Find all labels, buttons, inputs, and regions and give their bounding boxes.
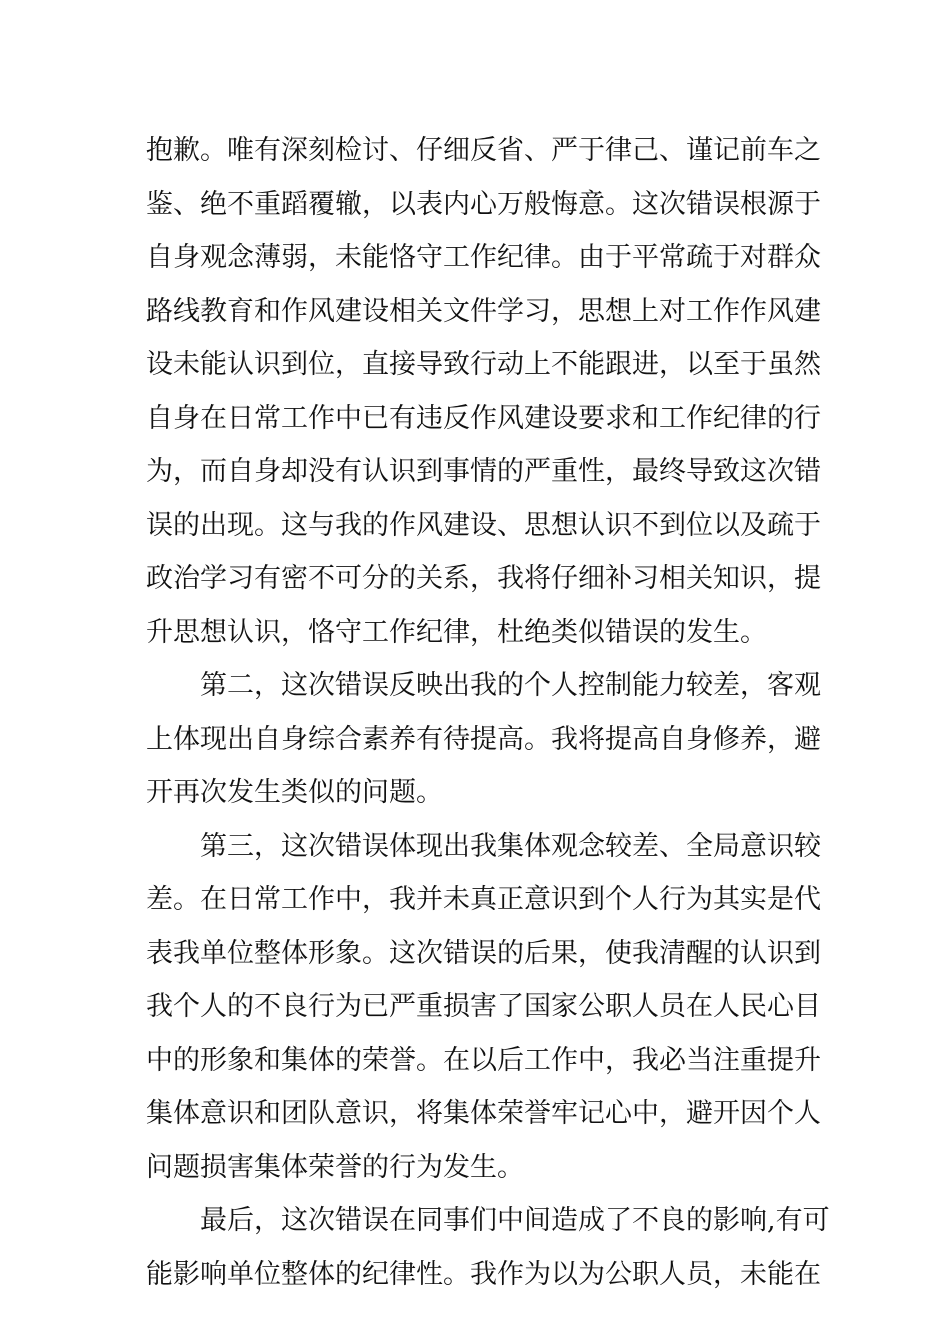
text-line: 差。在日常工作中，我并未真正意识到个人行为其实是代 <box>146 884 821 915</box>
text-line: 上体现出自身综合素养有待提高。我将提高自身修养，避 <box>146 723 821 755</box>
text-line: 为，而自身却没有认识到事情的严重性，最终导致这次错 <box>146 456 821 487</box>
text-line: 鉴、绝不重蹈覆辙，以表内心万般悔意。这次错误根源于 <box>146 188 821 220</box>
text-line: 我个人的不良行为已严重损害了国家公职人员在人民心目 <box>146 991 821 1022</box>
text-line: 误的出现。这与我的作风建设、思想认识不到位以及疏于 <box>146 509 821 541</box>
text-line: 抱歉。唯有深刻检讨、仔细反省、严于律己、谨记前车之 <box>146 135 821 166</box>
text-line: 自身观念薄弱，未能恪守工作纪律。由于平常疏于对群众 <box>146 242 821 273</box>
text-line: 政治学习有密不可分的关系，我将仔细补习相关知识，提 <box>146 563 821 594</box>
text-line: 开再次发生类似的问题。 <box>146 777 443 808</box>
text-line: 中的形象和集体的荣誉。在以后工作中，我必当注重提升 <box>146 1044 821 1076</box>
text-line: 升思想认识，恪守工作纪律，杜绝类似错误的发生。 <box>146 616 767 648</box>
text-line: 设未能认识到位，直接导致行动上不能跟进，以至于虽然 <box>146 349 821 380</box>
text-line: 第三，这次错误体现出我集体观念较差、全局意识较 <box>146 830 821 862</box>
text-line: 集体意识和团队意识，将集体荣誉牢记心中，避开因个人 <box>146 1098 821 1129</box>
text-line: 自身在日常工作中已有违反作风建设要求和工作纪律的行 <box>146 402 821 434</box>
text-line: 最后，这次错误在同事们中间造成了不良的影响,有可 <box>146 1205 830 1236</box>
text-line: 路线教育和作风建设相关文件学习，思想上对工作作风建 <box>146 295 821 327</box>
text-line: 问题损害集体荣誉的行为发生。 <box>146 1151 524 1183</box>
text-line: 表我单位整体形象。这次错误的后果，使我清醒的认识到 <box>146 937 821 969</box>
text-line: 能影响单位整体的纪律性。我作为以为公职人员，未能在 <box>146 1258 821 1290</box>
body-text <box>146 124 830 1301</box>
text-line: 第二，这次错误反映出我的个人控制能力较差，客观 <box>146 670 821 701</box>
